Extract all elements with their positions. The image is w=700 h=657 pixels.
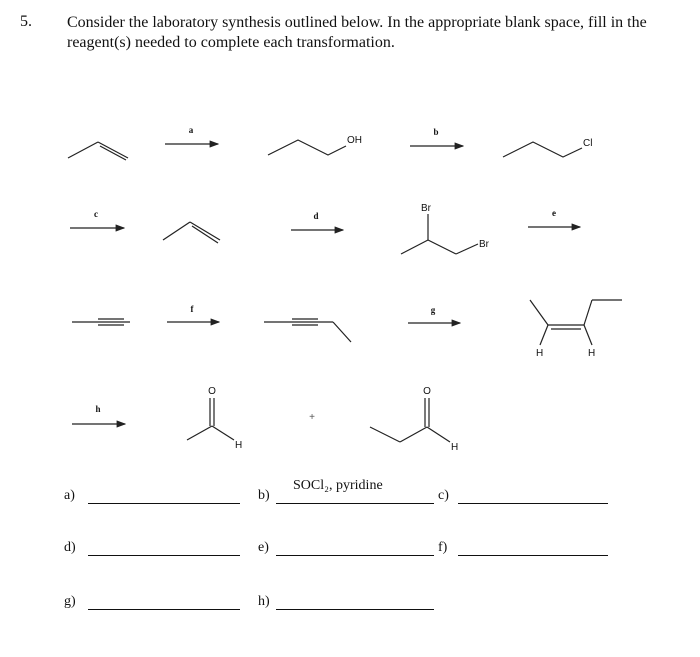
answer-line-c[interactable]	[458, 503, 608, 504]
pentyne-structure	[264, 319, 351, 342]
answer-line-f[interactable]	[458, 555, 608, 556]
answer-label-f: f)	[438, 540, 448, 555]
h-label-1: H	[536, 348, 544, 359]
answer-label-c: c)	[438, 488, 449, 503]
cl-label: Cl	[583, 138, 593, 149]
answer-line-b[interactable]	[276, 503, 434, 504]
answer-label-e: e)	[258, 540, 269, 555]
h-label-3: H	[235, 440, 243, 451]
answer-line-g[interactable]	[88, 609, 240, 610]
arrow-label-b: b	[433, 127, 439, 137]
answer-line-a[interactable]	[88, 503, 240, 504]
arrow-label-f: f	[190, 304, 194, 314]
answer-label-a: a)	[64, 488, 75, 503]
o-label-2: O	[423, 386, 431, 397]
question-text: Consider the laboratory synthesis outlined below. In the appropriate blank space, fill in the reagent(s) needed to complete each transformation.	[67, 14, 647, 51]
arrow-label-e: e	[552, 208, 556, 218]
arrow-label-d: d	[313, 211, 319, 221]
o-label-1: O	[208, 386, 216, 397]
oh-label: OH	[347, 135, 362, 146]
cis-pentene-structure	[530, 300, 622, 345]
answer-line-d[interactable]	[88, 555, 240, 556]
answer-line-h[interactable]	[276, 609, 434, 610]
plus-sign: +	[309, 412, 315, 423]
answer-line-e[interactable]	[276, 555, 434, 556]
question-number: 5.	[20, 13, 32, 30]
br-label-1: Br	[421, 203, 431, 214]
br-label-2: Br	[479, 239, 489, 250]
propene-structure-2	[163, 222, 220, 243]
answer-label-h: h)	[258, 594, 270, 609]
h-label-2: H	[588, 348, 596, 359]
dibromopropane-structure	[401, 214, 478, 254]
answer-label-g: g)	[64, 594, 76, 609]
propene-structure-1	[68, 142, 128, 160]
arrow-label-c: c	[94, 209, 98, 219]
answer-value-b: SOCl₂, pyridine	[293, 478, 383, 493]
acetaldehyde-structure	[187, 398, 234, 440]
arrow-label-h: h	[95, 404, 101, 414]
propanol-structure	[268, 140, 346, 155]
arrow-label-a: a	[188, 125, 194, 135]
propyne-structure	[72, 319, 130, 325]
h-label-4: H	[451, 442, 459, 453]
propanal-structure	[370, 398, 450, 442]
answer-label-b: b)	[258, 488, 270, 503]
answer-label-d: d)	[64, 540, 76, 555]
arrow-label-g: g	[430, 305, 436, 315]
chloropropane-structure	[503, 142, 582, 157]
